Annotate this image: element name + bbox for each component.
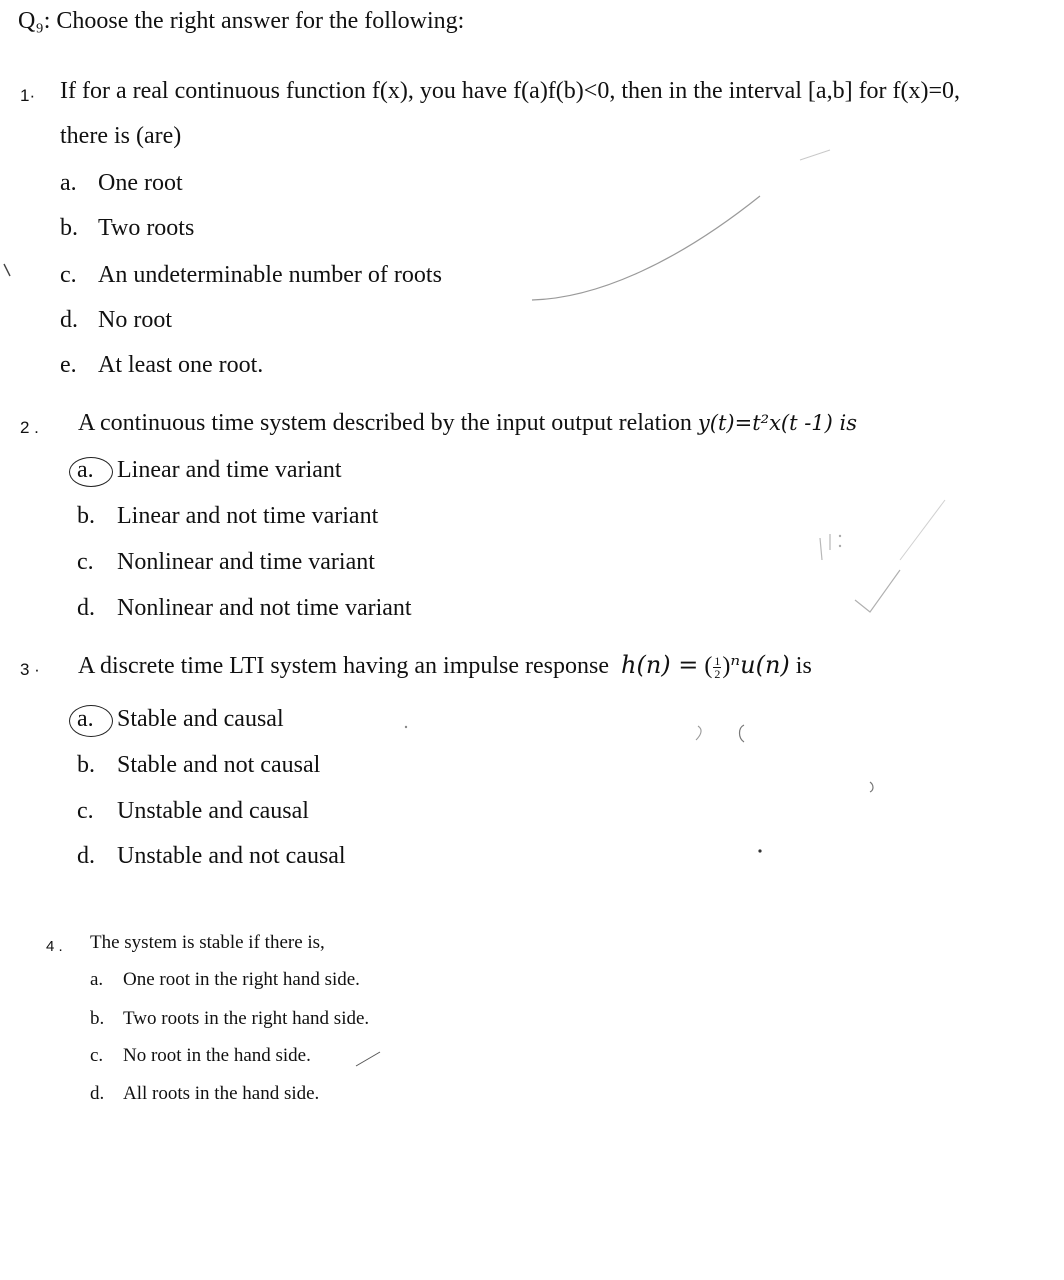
option-letter: a. xyxy=(77,706,94,732)
option-text: An undeterminable number of roots xyxy=(98,262,442,288)
question-1-option-d[interactable] xyxy=(60,307,172,334)
question-1-option-e[interactable] xyxy=(60,352,263,379)
option-text: Linear and time variant xyxy=(117,457,342,483)
question-1-text-line2: there is (are) xyxy=(60,123,182,149)
pencil-stroke-mark xyxy=(532,196,760,300)
question-3-option-d[interactable] xyxy=(77,843,346,870)
question-3-text xyxy=(78,651,812,680)
question-2-option-b[interactable] xyxy=(77,503,378,530)
question-2-option-a[interactable] xyxy=(77,457,342,484)
option-letter: c. xyxy=(77,798,94,824)
option-text: One root in the right hand side. xyxy=(123,969,360,990)
option-letter: b. xyxy=(60,215,78,241)
pencil-dot-mark xyxy=(839,545,841,547)
question-3-equation-tail: is xyxy=(795,653,812,679)
question-2-option-c[interactable] xyxy=(77,549,375,576)
fraction-numerator: 1 xyxy=(714,653,721,668)
option-text: Nonlinear and time variant xyxy=(117,549,375,575)
pencil-stroke-mark xyxy=(4,264,10,276)
option-letter: e. xyxy=(60,352,77,378)
pencil-stroke-mark xyxy=(855,570,900,612)
question-4-option-c[interactable] xyxy=(90,1045,311,1067)
option-text: All roots in the hand side. xyxy=(123,1083,320,1104)
question-2-text xyxy=(78,410,857,437)
question-2-equation: y(t)=t²x(t -1) is xyxy=(697,411,858,435)
option-text: No root in the hand side. xyxy=(123,1045,311,1066)
option-letter: a. xyxy=(90,969,104,990)
pencil-stroke-mark xyxy=(820,538,822,560)
option-letter: b. xyxy=(90,1008,105,1029)
question-1-text-line1: If for a real continuous function f(x), you have f(a)f(b)<0, then in the interval [a,b] for f(x)=0, xyxy=(60,78,961,104)
question-1-option-c[interactable] xyxy=(60,262,442,289)
option-text: Unstable and causal xyxy=(117,798,309,824)
pencil-stroke-mark xyxy=(900,500,945,560)
pencil-dot-mark xyxy=(839,535,841,537)
option-letter: a. xyxy=(77,457,94,483)
pencil-stroke-mark xyxy=(800,150,830,160)
option-text: Stable and not causal xyxy=(117,752,321,778)
option-letter: c. xyxy=(90,1045,104,1066)
question-3-option-b[interactable] xyxy=(77,752,320,779)
option-letter: c. xyxy=(77,549,94,575)
pencil-stroke-mark xyxy=(740,725,745,742)
option-letter: d. xyxy=(60,307,78,333)
question-3-number: 3 · xyxy=(20,660,40,679)
question-3-equation-fraction xyxy=(713,655,721,680)
option-letter: b. xyxy=(77,752,95,778)
option-text: Linear and not time variant xyxy=(117,503,379,529)
option-text: Unstable and not causal xyxy=(117,843,346,869)
question-2-text-body: A continuous time system described by the input output relation xyxy=(78,410,692,436)
option-letter: b. xyxy=(77,503,95,529)
pen-stroke-mark xyxy=(356,1052,380,1066)
option-text: At least one root. xyxy=(98,352,264,378)
question-1-option-a[interactable] xyxy=(60,170,183,197)
option-text: Stable and causal xyxy=(117,706,284,732)
question-3-equation-paren-close: ) xyxy=(722,653,731,679)
pencil-stroke-mark xyxy=(870,782,873,792)
option-letter: c. xyxy=(60,262,77,288)
question-1-number: 1· xyxy=(20,86,36,105)
question-2-option-d[interactable] xyxy=(77,595,412,622)
option-letter: d. xyxy=(90,1083,105,1104)
option-text: No root xyxy=(98,307,172,333)
option-text: Nonlinear and not time variant xyxy=(117,595,412,621)
question-3-equation-lhs: h(n) = xyxy=(621,651,699,679)
question-3-text-body: A discrete time LTI system having an impulse response xyxy=(78,653,610,679)
question-3-option-a[interactable] xyxy=(77,706,284,733)
option-letter: d. xyxy=(77,843,95,869)
question-3-equation-rest: ⁿu(n) xyxy=(730,651,790,679)
question-4-option-b[interactable] xyxy=(90,1008,369,1030)
option-letter: d. xyxy=(77,595,95,621)
pencil-dot-mark xyxy=(405,726,407,728)
question-2-number: 2 . xyxy=(20,418,39,437)
fraction-denominator: 2 xyxy=(714,666,721,681)
question-4-number: 4 . xyxy=(46,938,63,955)
question-1-option-b[interactable] xyxy=(60,215,194,242)
question-3-equation-paren-open: ( xyxy=(704,653,713,679)
option-text: One root xyxy=(98,170,183,196)
question-3-option-c[interactable] xyxy=(77,798,309,825)
option-text: Two roots xyxy=(98,215,195,241)
option-text: Two roots in the right hand side. xyxy=(123,1008,370,1029)
option-letter: a. xyxy=(60,170,77,196)
page-title: Q₉: Choose the right answer for the following: xyxy=(18,8,465,34)
pencil-stroke-mark xyxy=(696,726,701,740)
question-4-option-d[interactable] xyxy=(90,1083,319,1105)
pencil-dot-mark xyxy=(758,849,761,852)
question-4-option-a[interactable] xyxy=(90,969,360,991)
question-4-text: The system is stable if there is, xyxy=(90,932,325,953)
